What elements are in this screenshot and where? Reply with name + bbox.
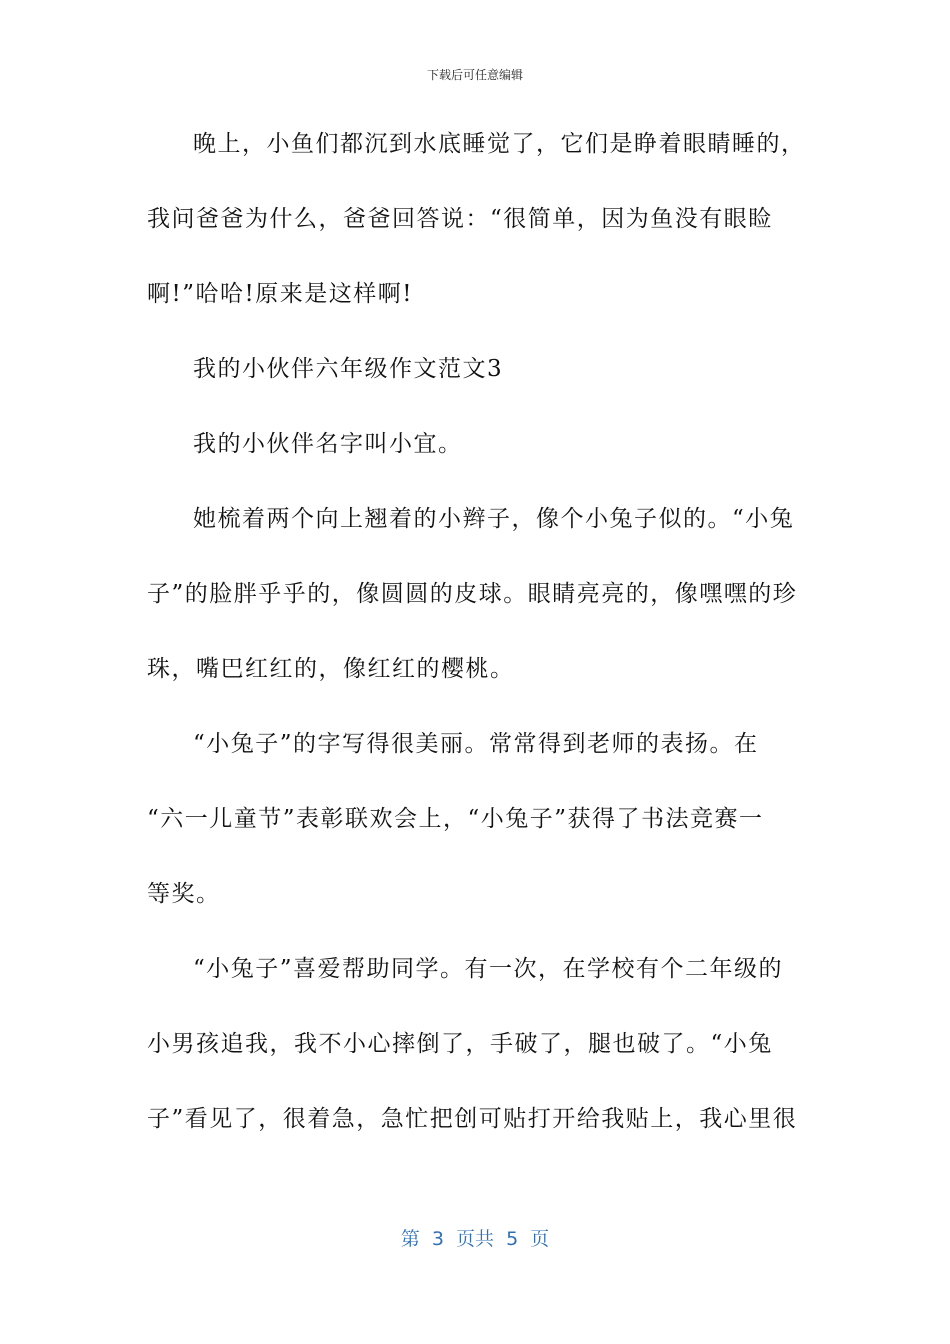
text-line: 晚上，小鱼们都沉到水底睡觉了，它们是睁着眼睛睡的， <box>193 131 806 157</box>
text-line: “小兔子”的字写得很美丽。常常得到老师的表扬。在 <box>193 731 759 757</box>
text-line: 我的小伙伴名字叫小宜。 <box>193 431 463 457</box>
text-line: 珠，嘴巴红红的，像红红的樱桃。 <box>147 656 515 682</box>
text-line: “六一儿童节”表彰联欢会上，“小兔子”获得了书法竞赛一 <box>147 806 764 832</box>
page-header: 下载后可任意编辑 <box>426 68 523 82</box>
text-line: 我问爸爸为什么，爸爸回答说：“很简单，因为鱼没有眼睑 <box>147 206 773 232</box>
text-line: 啊!”哈哈!原来是这样啊! <box>147 281 413 307</box>
page-footer: 第 3 页共 5 页 <box>400 1228 550 1250</box>
text-line: 子”的脸胖乎乎的，像圆圆的皮球。眼睛亮亮的，像嘿嘿的珍 <box>147 581 798 607</box>
text-line: 小男孩追我，我不小心摔倒了，手破了，腿也破了。“小兔 <box>147 1031 773 1057</box>
text-line: 她梳着两个向上翘着的小辫子，像个小兔子似的。“小兔 <box>193 506 795 532</box>
text-line: 等奖。 <box>147 881 221 907</box>
section-title: 我的小伙伴六年级作文范文3 <box>193 356 504 382</box>
text-line: 子”看见了，很着急，急忙把创可贴打开给我贴上，我心里很 <box>147 1106 798 1132</box>
text-line: “小兔子”喜爱帮助同学。有一次，在学校有个二年级的 <box>193 956 784 982</box>
